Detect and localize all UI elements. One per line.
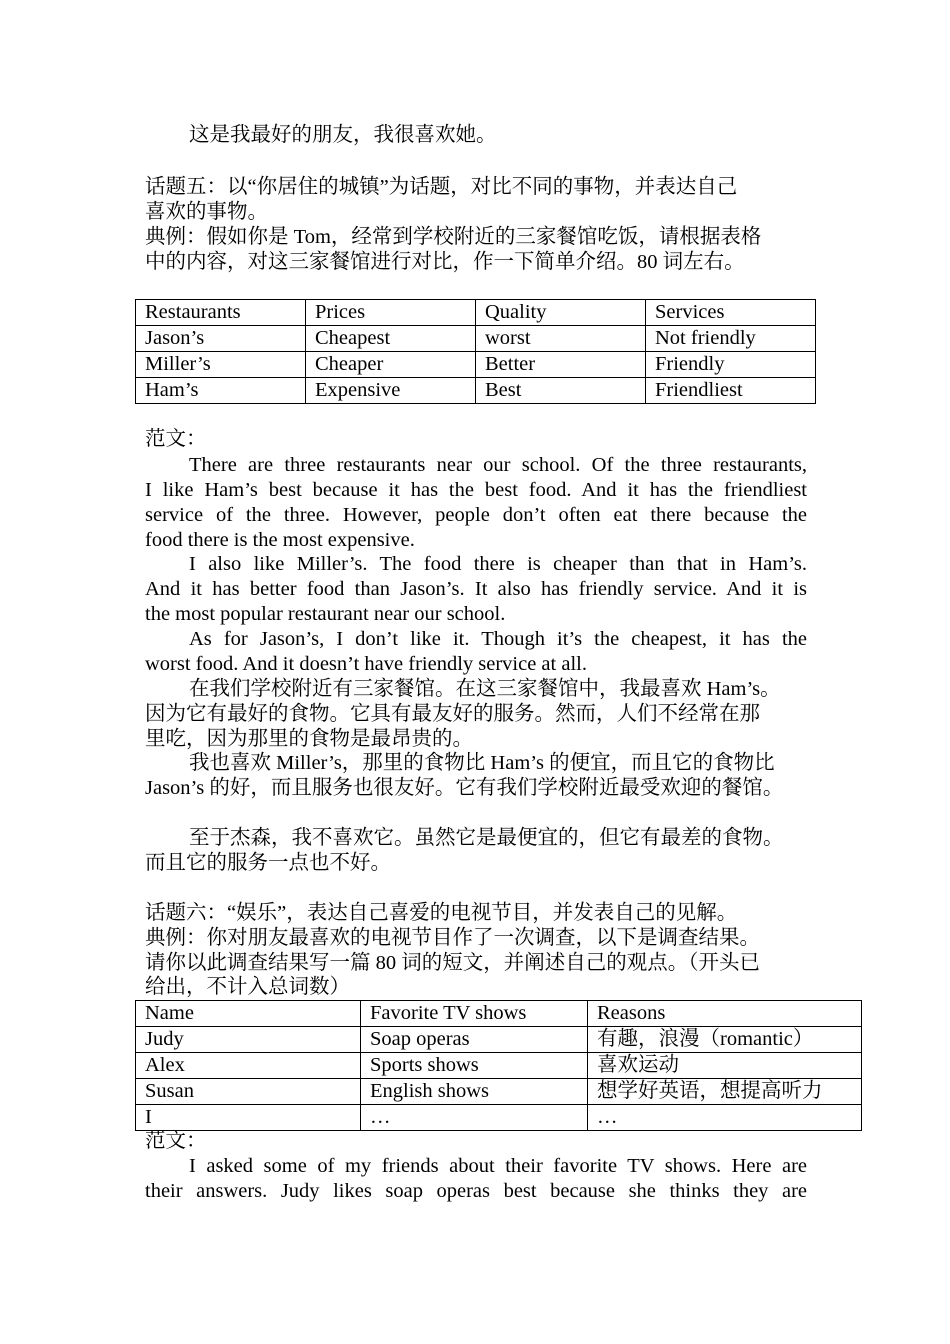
table-cell: Sports shows xyxy=(361,1053,588,1079)
translation-line: 里吃，因为那里的食物是最昂贵的。 xyxy=(145,728,473,750)
tv-survey-table xyxy=(135,1000,862,1131)
table-cell: English shows xyxy=(361,1079,588,1105)
table-cell: Friendly xyxy=(646,352,816,378)
translation-line: 因为它有最好的食物。它具有最友好的服务。然而，人们不经常在那 xyxy=(145,703,760,725)
essay-line: There are three restaurants near our school. Of the three restaurants, xyxy=(189,454,807,476)
table-cell: Friendliest xyxy=(646,378,816,404)
translation-line: 我也喜欢 Miller’s，那里的食物比 Ham’s 的便宜，而且它的食物比 xyxy=(189,752,775,774)
model-essay-label: 范文： xyxy=(145,428,207,450)
table-row xyxy=(136,352,816,378)
table-cell: Cheaper xyxy=(306,352,476,378)
essay-line: the most popular restaurant near our school. xyxy=(145,603,506,625)
translation-line: 至于杰森，我不喜欢它。虽然它是最便宜的，但它有最差的食物。 xyxy=(189,827,784,849)
table-cell: worst xyxy=(476,326,646,352)
table-row xyxy=(136,326,816,352)
essay-line: I like Ham’s best because it has the best food. And it has the friendliest xyxy=(145,479,807,501)
table-cell: Miller’s xyxy=(136,352,306,378)
table-cell: … xyxy=(588,1105,862,1131)
table-cell: Soap operas xyxy=(361,1027,588,1053)
table-header-row xyxy=(136,1001,862,1027)
essay-line: food there is the most expensive. xyxy=(145,529,415,551)
table-row xyxy=(136,378,816,404)
table-cell: … xyxy=(361,1105,588,1131)
table-cell: Name xyxy=(136,1001,361,1027)
essay-line: their answers. Judy likes soap operas best because she thinks they are xyxy=(145,1180,807,1202)
restaurant-table xyxy=(135,299,816,404)
topic-five-heading: 话题五：以“你居住的城镇”为话题，对比不同的事物，并表达自己 xyxy=(145,176,738,198)
table-cell: Alex xyxy=(136,1053,361,1079)
table-cell: Better xyxy=(476,352,646,378)
translation-line: Jason’s 的好，而且服务也很友好。它有我们学校附近最受欢迎的餐馆。 xyxy=(145,777,784,799)
essay-line: And it has better food than Jason’s. It also has friendly service. And it is xyxy=(145,578,807,600)
essay-line: service of the three. However, people don’t often eat there because the xyxy=(145,504,807,526)
table-row xyxy=(136,1027,862,1053)
model-essay-label: 范文： xyxy=(145,1130,207,1152)
example-prompt-cont: 请你以此调查结果写一篇 80 词的短文，并阐述自己的观点。（开头已 xyxy=(145,952,760,974)
table-cell: Restaurants xyxy=(136,300,306,326)
table-cell: Services xyxy=(646,300,816,326)
table-cell: 有趣，浪漫（romantic） xyxy=(588,1027,862,1053)
table-cell: 想学好英语，想提高听力 xyxy=(588,1079,862,1105)
table-cell: 喜欢运动 xyxy=(588,1053,862,1079)
example-prompt-cont: 中的内容，对这三家餐馆进行对比，作一下简单介绍。80 词左右。 xyxy=(145,251,745,273)
table-row xyxy=(136,1105,862,1131)
table-row xyxy=(136,1079,862,1105)
table-cell: Reasons xyxy=(588,1001,862,1027)
table-cell: Judy xyxy=(136,1027,361,1053)
topic-six-heading: 话题六：“娱乐”，表达自己喜爱的电视节目，并发表自己的见解。 xyxy=(145,902,738,924)
essay-line: I also like Miller’s. The food there is cheaper than that in Ham’s. xyxy=(189,553,807,575)
translation-line: 在我们学校附近有三家餐馆。在这三家餐馆中，我最喜欢 Ham’s。 xyxy=(189,678,781,700)
example-prompt: 典例：假如你是 Tom，经常到学校附近的三家餐馆吃饭，请根据表格 xyxy=(145,226,762,248)
table-cell: Susan xyxy=(136,1079,361,1105)
table-cell: Expensive xyxy=(306,378,476,404)
table-header-row xyxy=(136,300,816,326)
essay-line: As for Jason’s, I don’t like it. Though it’s the cheapest, it has the xyxy=(189,628,807,650)
table-cell: Best xyxy=(476,378,646,404)
table-row xyxy=(136,1053,862,1079)
table-cell: Ham’s xyxy=(136,378,306,404)
table-cell: I xyxy=(136,1105,361,1131)
table-cell: Not friendly xyxy=(646,326,816,352)
translation-line: 而且它的服务一点也不好。 xyxy=(145,852,391,874)
table-cell: Jason’s xyxy=(136,326,306,352)
example-prompt: 典例：你对朋友最喜欢的电视节目作了一次调查，以下是调查结果。 xyxy=(145,927,760,949)
table-cell: Favorite TV shows xyxy=(361,1001,588,1027)
topic-five-heading-cont: 喜欢的事物。 xyxy=(145,201,268,223)
table-cell: Cheapest xyxy=(306,326,476,352)
table-cell: Prices xyxy=(306,300,476,326)
essay-line: worst food. And it doesn’t have friendly service at all. xyxy=(145,653,587,675)
table-cell: Quality xyxy=(476,300,646,326)
closing-sentence: 这是我最好的朋友，我很喜欢她。 xyxy=(189,124,497,146)
example-prompt-cont: 给出，不计入总词数） xyxy=(145,976,350,998)
essay-line: I asked some of my friends about their favorite TV shows. Here are xyxy=(189,1155,807,1177)
